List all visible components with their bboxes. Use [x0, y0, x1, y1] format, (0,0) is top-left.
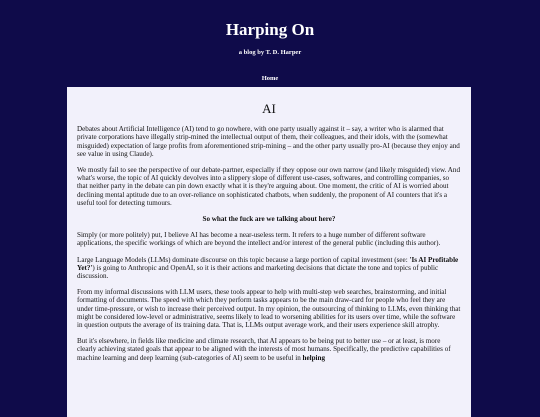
link-is-ai-profitable-yet[interactable]: 'Is AI Profitable Yet?' — [77, 255, 459, 272]
post-paragraph-4 — [77, 256, 461, 281]
post-paragraph-2: We mostly fail to see the perspective of our debate-partner, especially if they oppose our own narrow (and likely misguided) view. And what's worse, the topic of AI quickly devolves into a slippery slope of different use-cases, softwares, and controlling companies, so that neither party in the debate can pin down exactly what it is they're arguing about. One moment, the critic of AI is worried about declining mental aptitude due to an over-reliance on sophisticated chatbots, when suddenly, the proponent of AI counters that it's a useful tool for detecting tumours. — [77, 166, 461, 207]
post-paragraph-6 — [77, 337, 461, 362]
site-nav — [0, 67, 540, 85]
post-content — [67, 87, 471, 417]
p6-bold-text: helping — [302, 353, 326, 362]
p4-text-before: Large Language Models (LLMs) dominate discourse on this topic because a large portion of capital investment (see: — [77, 255, 410, 264]
post-subheading: So what the fuck are we talking about here? — [202, 215, 336, 224]
post-paragraph-1: Debates about Artificial Intelligence (AI) tend to go nowhere, with one party usually against it – say, a writer who is alarmed that private corporations have illegally strip-mined the intellectual output of them, their colleagues, and their idols, with the (somewhat misguided) expectation of large profits from aforementioned strip-mining – and the other party usually pro-AI (because they enjoy and see value in using Claude). — [77, 125, 460, 158]
post-paragraph-3: Simply (or more politely) put, I believe AI has become a near-useless term. It refers to a huge number of different software applications, the specific workings of which are beyond the intellect and/or interest of the general public (including this author). — [77, 231, 441, 248]
post-title: AI — [262, 101, 276, 116]
site-title: Harping On — [225, 20, 315, 39]
site-header — [0, 0, 540, 85]
post-paragraph-5: From my informal discussions with LLM users, these tools appear to help with multi-step web searches, brainstorming, and initial formatting of documents. The speed with which they perform tasks appears to be the main draw-card for people who feel they are under time-pressure, or wish to increase their perceived output. In my opinion, the outsourcing of thinking to LLMs, even thinking that might be considered low-level or administrative, seems likely to lead to worsening abilities for its users over time, while the software in question outputs the average of its training data. That is, LLMs output average work, and their users experience skill atrophy. — [77, 288, 461, 330]
p4-text-after: ) is going to Anthropic and OpenAI, so it is their actions and marketing decisions that dictate the tone and topics of public discussion. — [77, 263, 439, 281]
nav-link-home[interactable]: Home — [261, 75, 279, 82]
p6-text: But it's elsewhere, in fields like medicine and climate research, that AI appears to be being put to better use – or at least, is more clearly achieving stated goals that appear to be aligned with the interests of most humans. Specifically, the predictive capabilities of machine learning and deep learning (sub-categories of AI) seem to be useful in — [77, 337, 451, 362]
byline: a blog by T. D. Harper — [238, 49, 302, 56]
